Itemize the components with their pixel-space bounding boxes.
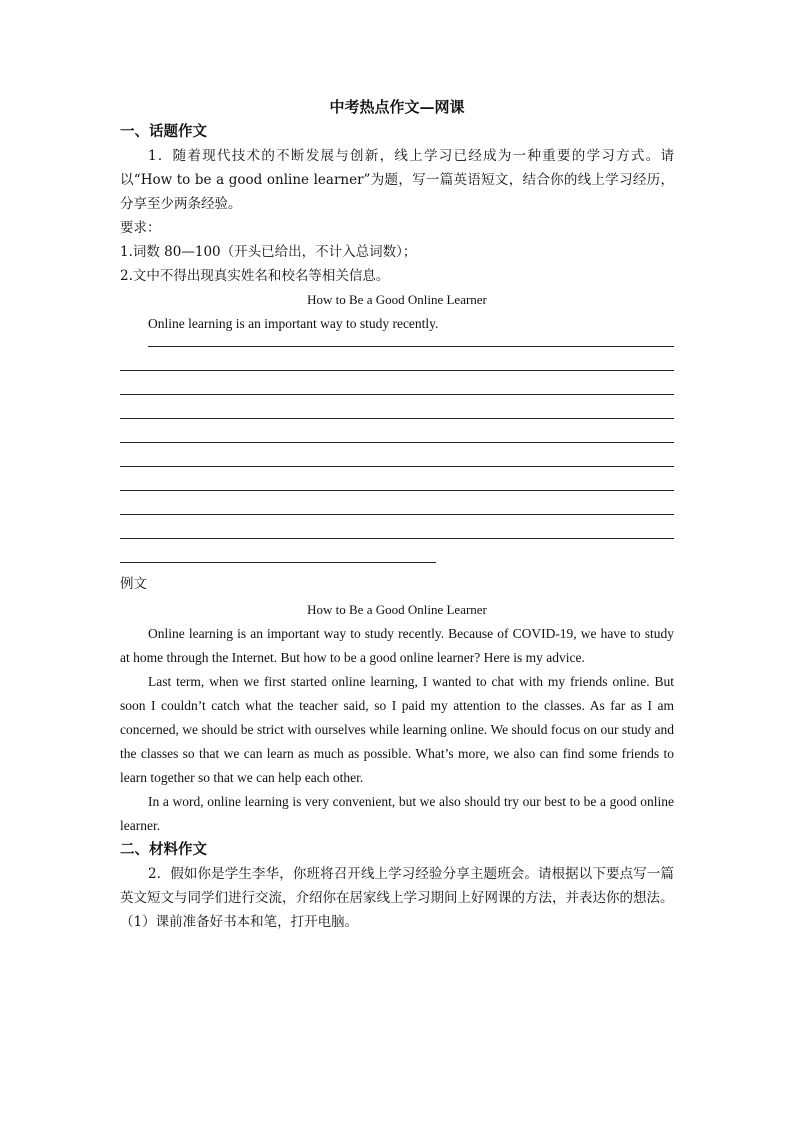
sample-label: 例文 (120, 576, 147, 592)
sample-paragraph-1: Online learning is an important way to study recently. Because of COVID-19, we have to study at home through the Internet. But how to be a good online learner? Here is my advice. (120, 626, 674, 665)
writing-line (148, 346, 674, 347)
writing-line (120, 538, 674, 539)
writing-line (120, 562, 436, 563)
writing-line (120, 418, 674, 419)
essay-opening-sentence: Online learning is an important way to study recently. (148, 316, 439, 331)
writing-line (120, 394, 674, 395)
requirements-label: 要求： (120, 220, 161, 236)
writing-line (120, 466, 674, 467)
document-title: 中考热点作文—网课 (329, 98, 465, 116)
requirement-2: 2.文中不得出现真实姓名和校名等相关信息。 (120, 268, 390, 284)
requirement-1: 1.词数 80—100（开头已给出，不计入总词数）； (120, 244, 417, 260)
point-1: （1）课前准备好书本和笔，打开电脑。 (120, 914, 359, 930)
sample-paragraph-3: In a word, online learning is very convenient, but we also should try our best to be a good online learner. (120, 794, 674, 833)
writing-line (120, 490, 674, 491)
sample-title: How to Be a Good Online Learner (307, 602, 487, 617)
writing-line (120, 442, 674, 443)
section-heading-material: 二、材料作文 (120, 841, 207, 858)
writing-line (120, 370, 674, 371)
question-1-prompt: 1．随着现代技术的不断发展与创新，线上学习已经成为一种重要的学习方式。请以“How to be a good online learner”为题，写一篇英语短文，结合你的线上学习经历，分享至少两条经验。 (120, 148, 674, 212)
writing-lines (120, 336, 674, 568)
document-page (120, 96, 674, 934)
essay-title: How to Be a Good Online Learner (307, 292, 487, 307)
writing-line (120, 514, 674, 515)
sample-paragraph-2: Last term, when we first started online learning, I wanted to chat with my friends online. But soon I couldn’t catch what the teacher said, so I paid my attention to the classes. As far as I am concerned, we should be strict with ourselves while learning online. We should focus on our study and the classes so that we can learn as much as possible. What’s more, we also can find some friends to learn together so that we can help each other. (120, 674, 674, 785)
section-heading-topic: 一、话题作文 (120, 123, 207, 140)
question-2-prompt: 2．假如你是学生李华，你班将召开线上学习经验分享主题班会。请根据以下要点写一篇英文短文与同学们进行交流，介绍你在居家线上学习期间上好网课的方法，并表达你的想法。 (120, 866, 674, 906)
